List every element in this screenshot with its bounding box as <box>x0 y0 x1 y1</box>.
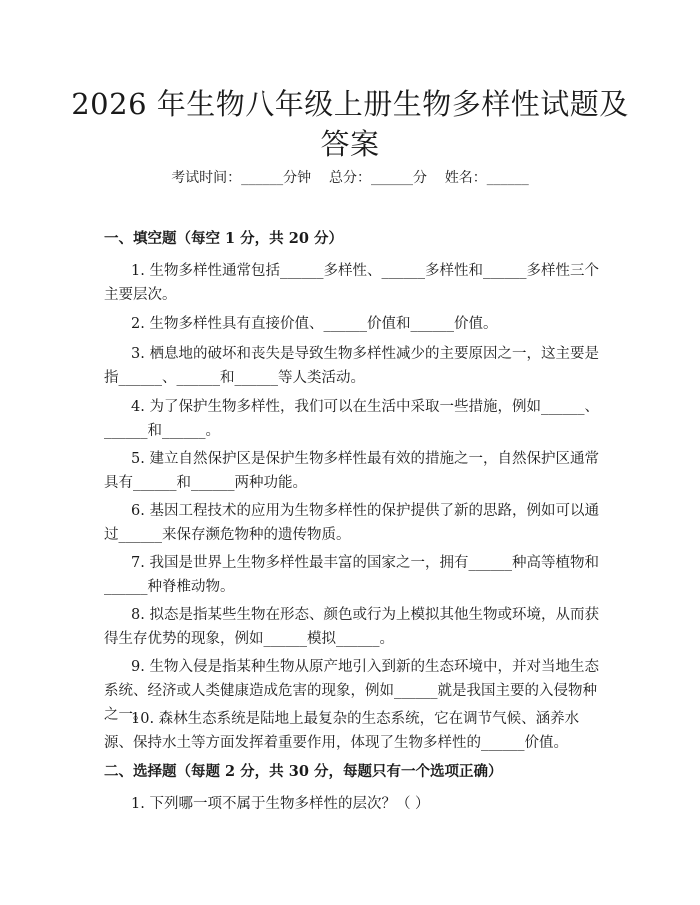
question-fill-10: 10. 森林生态系统是陆地上最复杂的生态系统，它在调节气候、涵养水源、保持水土等方面发挥着重要作用，体现了生物多样性的______价值。 <box>104 711 580 751</box>
section-heading-choice: 二、选择题（每题 2 分，共 30 分，每题只有一个选项正确） <box>104 763 503 780</box>
question-fill-6: 6. 基因工程技术的应用为生物多样性的保护提供了新的思路，例如可以通过______来保存濒危物种的遗传物质。 <box>104 503 599 543</box>
question-fill-5: 5. 建立自然保护区是保护生物多样性最有效的措施之一，自然保护区通常具有______和______两种功能。 <box>104 451 599 491</box>
question-fill-3: 3. 栖息地的破坏和丧失是导致生物多样性减少的主要原因之一，这主要是指______、______和______等人类活动。 <box>104 346 599 386</box>
question-fill-1: 1. 生物多样性通常包括______多样性、______多样性和______多样性三个主要层次。 <box>104 263 599 303</box>
question-choice-1: 1. 下列哪一项不属于生物多样性的层次？（ ） <box>131 796 430 812</box>
question-fill-2: 2. 生物多样性具有直接价值、______价值和______价值。 <box>131 316 498 332</box>
exam-info-line: 考试时间：______分钟 总分：______分 姓名：______ <box>171 170 529 186</box>
question-fill-4: 4. 为了保护生物多样性，我们可以在生活中采取一些措施，例如______、______和______。 <box>104 399 599 439</box>
question-fill-8: 8. 拟态是指某些生物在形态、颜色或行为上模拟其他生物或环境，从而获得生存优势的现象，例如______模拟______。 <box>104 607 599 647</box>
question-fill-7: 7. 我国是世界上生物多样性最丰富的国家之一，拥有______种高等植物和______种脊椎动物。 <box>104 555 599 595</box>
question-fill-9: 9. 生物入侵是指某种生物从原产地引入到新的生态环境中，并对当地生态系统、经济或人类健康造成危害的现象，例如______就是我国主要的入侵物种之一。 <box>104 659 599 723</box>
document-title: 2026 年生物八年级上册生物多样性试题及答案 <box>71 87 629 161</box>
section-heading-fill-in: 一、填空题（每空 1 分，共 20 分） <box>104 230 343 247</box>
